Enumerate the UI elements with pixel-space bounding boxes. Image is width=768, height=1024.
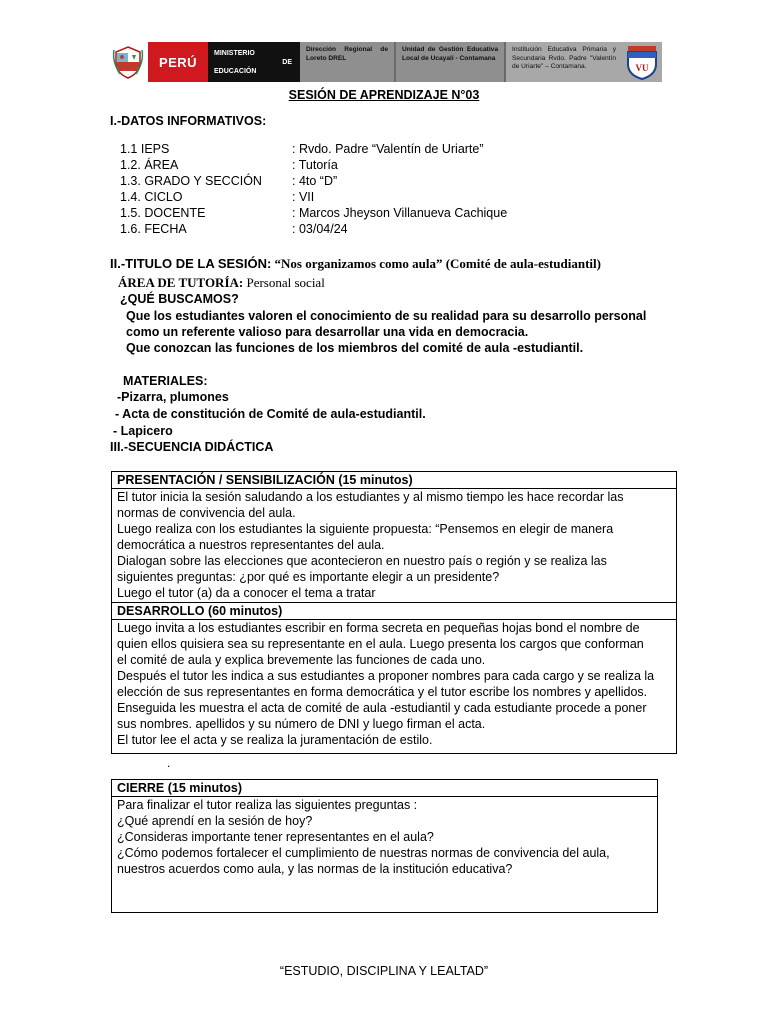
info-key: 1.3. GRADO Y SECCIÓN: [120, 174, 262, 188]
table-line: El tutor lee el acta y se realiza la juramentación de estilo.: [117, 733, 433, 747]
table-line: normas de convivencia del aula.: [117, 506, 296, 520]
info-list: [120, 141, 507, 237]
table-line: siguientes preguntas: ¿por qué es importante elegir a un presidente?: [117, 570, 500, 584]
table-line: nuestros acuerdos como aula, y las normas de la institución educativa?: [117, 862, 513, 876]
purpose-line: como un referente valioso para desarrollar una vida en democracia.: [126, 325, 529, 339]
sequence-table: [111, 471, 677, 754]
info-value: : Rvdo. Padre “Valentín de Uriarte”: [292, 142, 484, 156]
table-line: Luego invita a los estudiantes escribir en forma secreta en pequeñas hojas bond el nombre de: [117, 621, 640, 635]
info-row: [120, 189, 507, 205]
table-line: el comité de aula y explica brevemente las funciones de cada uno.: [117, 653, 486, 667]
info-key: 1.6. FECHA: [120, 222, 187, 236]
table-line: elección de sus representantes en forma democrática y el tutor escribe los nombres y apellidos.: [117, 685, 648, 699]
stray-dot: .: [167, 756, 171, 770]
info-key: 1.4. CICLO: [120, 190, 183, 204]
info-key: 1.5. DOCENTE: [120, 206, 206, 220]
page-title: SESIÓN DE APRENDIZAJE N°03: [288, 88, 480, 102]
section3-heading: III.-SECUENCIA DIDÁCTICA: [110, 440, 274, 454]
table-line: Enseguida les muestra el acta de comité de aula -estudiantil y cada estudiante procede a poner: [117, 701, 647, 715]
ugel-label: Unidad de Gestión Educativa Local de Ucayali - Contamana: [394, 42, 504, 82]
materials-heading: MATERIALES:: [123, 374, 208, 388]
area-label: ÁREA DE TUTORÍA:: [118, 275, 244, 290]
table-line: ¿Cómo podemos fortalecer el cumplimiento de nuestras normas de convivencia del aula,: [117, 846, 610, 860]
info-value: : Tutoría: [292, 158, 338, 172]
session-title-lead: II.-TITULO DE LA SESIÓN:: [110, 256, 272, 271]
peru-label: PERÚ: [148, 42, 208, 82]
purpose-line: Que conozcan las funciones de los miembros del comité de aula -estudiantil.: [126, 341, 584, 355]
area-value: Personal social: [243, 275, 325, 290]
info-value: : 03/04/24: [292, 222, 348, 236]
development-header: DESARROLLO (60 minutos): [112, 602, 676, 620]
tutoring-area: [118, 275, 325, 291]
table-line: quien ellos quisiera sea su representante en el aula. Luego presenta los cargos que conforman: [117, 637, 644, 651]
table-line: Dialogan sobre las elecciones que acontecieron en nuestro país o región y se realiza las: [117, 554, 607, 568]
purpose-line: Que los estudiantes valoren el conocimiento de su realidad para su desarrollo personal: [126, 309, 647, 323]
info-row: [120, 173, 507, 189]
info-value: : 4to “D”: [292, 174, 338, 188]
table-line: Para finalizar el tutor realiza las siguientes preguntas :: [117, 798, 418, 812]
drel-label: Dirección Regional de Loreto DREL: [300, 42, 394, 82]
closing-table: [111, 779, 658, 913]
closing-body: [112, 797, 657, 878]
table-line: democrática a nuestros representantes del aula.: [117, 538, 385, 552]
presentation-header: PRESENTACIÓN / SENSIBILIZACIÓN (15 minutos): [112, 472, 676, 489]
material-item: - Lapicero: [113, 424, 173, 438]
ministry-line-3: EDUCACIÓN: [214, 67, 257, 75]
info-row: [120, 221, 507, 237]
session-title: [110, 256, 601, 272]
peru-coat-of-arms-icon: [108, 42, 148, 82]
table-line: Después el tutor les indica a sus estudiantes a proponer nombres para cada cargo y se realiza la: [117, 669, 655, 683]
info-key: 1.2. ÁREA: [120, 158, 179, 172]
material-item: -Pizarra, plumones: [117, 390, 229, 404]
info-key: 1.1 IEPS: [120, 142, 170, 156]
ministry-line-2: DE: [282, 58, 292, 66]
development-body: [112, 620, 676, 749]
table-line: El tutor inicia la sesión saludando a los estudiantes y al mismo tiempo les hace recordar las: [117, 490, 624, 504]
school-logo-text: VU: [635, 63, 649, 73]
presentation-body: [112, 489, 676, 602]
info-value: : VII: [292, 190, 315, 204]
section1-heading: I.-DATOS INFORMATIVOS:: [110, 114, 267, 128]
info-row: [120, 141, 507, 157]
ministry-label: [208, 42, 300, 82]
header-banner: [108, 42, 678, 82]
school-shield-icon: [622, 42, 662, 82]
table-line: ¿Qué aprendí en la sesión de hoy?: [117, 814, 313, 828]
material-item: - Acta de constitución de Comité de aula-estudiantil.: [115, 407, 426, 421]
session-title-text: “Nos organizamos como aula” (Comité de aula-estudiantil): [274, 256, 601, 271]
closing-header: CIERRE (15 minutos): [112, 780, 657, 797]
table-line: Luego el tutor (a) da a conocer el tema a tratar: [117, 586, 376, 600]
table-line: ¿Consideras importante tener representantes en el aula?: [117, 830, 434, 844]
ministry-line-1: MINISTERIO: [214, 49, 255, 57]
info-value: : Marcos Jheyson Villanueva Cachique: [292, 206, 508, 220]
footer-motto: “ESTUDIO, DISCIPLINA Y LEALTAD”: [279, 964, 489, 978]
info-row: [120, 205, 507, 221]
buscamos-heading: ¿QUÉ BUSCAMOS?: [120, 292, 239, 306]
institution-label: Institución Educativa Primaria y Secundaria Rvdo. Padre "Valentín de Uriarte" – Contamana.: [504, 42, 622, 82]
info-row: [120, 157, 507, 173]
table-line: sus nombres. apellidos y su número de DNI y luego firman el acta.: [117, 717, 486, 731]
purpose-text: [126, 308, 646, 356]
table-line: Luego realiza con los estudiantes la siguiente propuesta: “Pensemos en elegir de manera: [117, 522, 614, 536]
